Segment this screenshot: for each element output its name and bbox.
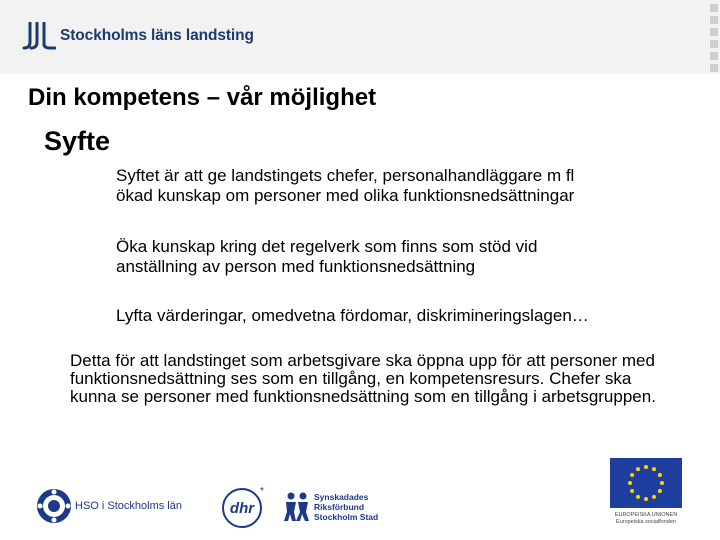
synskadades-logo	[284, 492, 378, 522]
bullet-regulations	[116, 237, 537, 277]
synskadades-line: Riksförbund	[314, 502, 365, 512]
synskadades-line: Stockholm Stad	[314, 512, 379, 522]
bullet-line: Syftet är att ge landstingets chefer, personalhandläggare m fl	[116, 166, 575, 185]
organization-logo	[22, 22, 254, 50]
hso-logo	[36, 488, 182, 524]
synskadades-line: Synskadades	[314, 492, 369, 502]
summary-paragraph: Detta för att landstinget som arbetsgivare ska öppna upp för att personer med funktionsnedsättning ses som en tillgång, en kompetensresurs. Chefer ska kunna se personer med funktionsnedsättning som en tillgång i arbetsgruppen.	[70, 351, 656, 406]
eu-logo	[608, 458, 684, 526]
slide-subtitle: Syfte	[44, 126, 111, 156]
bullet-values	[116, 306, 589, 326]
dhr-label: dhr	[229, 500, 255, 517]
bullet-line: ökad kunskap om personer med olika funktionsnedsättningar	[116, 186, 575, 205]
dhr-logo-icon	[220, 484, 266, 530]
corner-grid-icon	[702, 0, 720, 74]
organization-name: Stockholms läns landsting	[60, 27, 254, 44]
bullet-line: Lyfta värderingar, omedvetna fördomar, diskrimineringslagen…	[116, 306, 589, 325]
bullet-line: anställning av person med funktionsnedsättning	[116, 257, 476, 276]
eu-flag-icon	[610, 458, 682, 508]
hso-label: HSO i Stockholms län	[75, 500, 182, 512]
slide-title: Din kompetens – vår möjlighet	[28, 84, 377, 111]
bullet-purpose	[116, 166, 574, 206]
people-icon	[284, 492, 310, 522]
svg-text:*: *	[260, 486, 264, 497]
eu-line: EUROPEISKA UNIONEN	[614, 512, 678, 518]
bullet-line: Öka kunskap kring det regelverk som finns som stöd vid	[116, 237, 538, 256]
header-band	[0, 0, 720, 74]
eu-line: Europeiska socialfonden	[616, 519, 676, 525]
hso-emblem-icon	[36, 488, 72, 524]
sll-logo-icon	[22, 22, 56, 50]
